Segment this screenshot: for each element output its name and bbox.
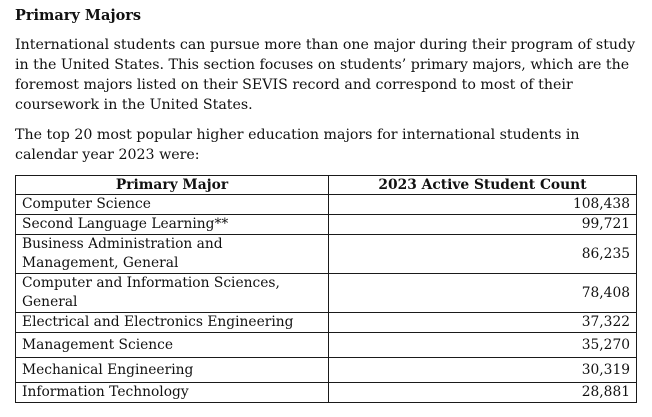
major-cell: Computer Science [16, 195, 329, 215]
table-row [16, 235, 637, 274]
count-cell: 108,438 [329, 195, 637, 215]
count-cell: 86,235 [329, 235, 637, 274]
count-cell: 28,881 [329, 383, 637, 403]
intro-paragraph: International students can pursue more than one major during their program of study in the United States. This section focuses on students’ primary majors, which are the foremost majors listed on their SEVIS record and correspond to most of their coursework in the United States. [15, 37, 636, 113]
count-cell: 35,270 [329, 333, 637, 358]
major-cell: Management Science [16, 333, 329, 358]
major-cell: Information Technology [16, 383, 329, 403]
table-row [16, 358, 637, 383]
section-heading: Primary Majors [15, 7, 142, 24]
document-body [15, 6, 639, 403]
header-student-count: 2023 Active Student Count [329, 176, 637, 195]
table-header-row [16, 176, 637, 195]
major-cell: Electrical and Electronics Engineering [16, 313, 329, 333]
count-cell: 37,322 [329, 313, 637, 333]
major-cell: Second Language Learning** [16, 215, 329, 235]
table-intro-paragraph: The top 20 most popular higher education majors for international students in calendar year 2023 were: [15, 127, 580, 163]
count-cell: 99,721 [329, 215, 637, 235]
table-row [16, 215, 637, 235]
table-row [16, 383, 637, 403]
primary-majors-table [15, 175, 637, 403]
major-cell: Business Administration and Management, General [16, 235, 329, 274]
table-row [16, 274, 637, 313]
count-cell: 78,408 [329, 274, 637, 313]
header-primary-major: Primary Major [16, 176, 329, 195]
major-cell: Mechanical Engineering [16, 358, 329, 383]
table-row [16, 333, 637, 358]
major-cell: Computer and Information Sciences, General [16, 274, 329, 313]
table-row [16, 195, 637, 215]
table-row [16, 313, 637, 333]
count-cell: 30,319 [329, 358, 637, 383]
